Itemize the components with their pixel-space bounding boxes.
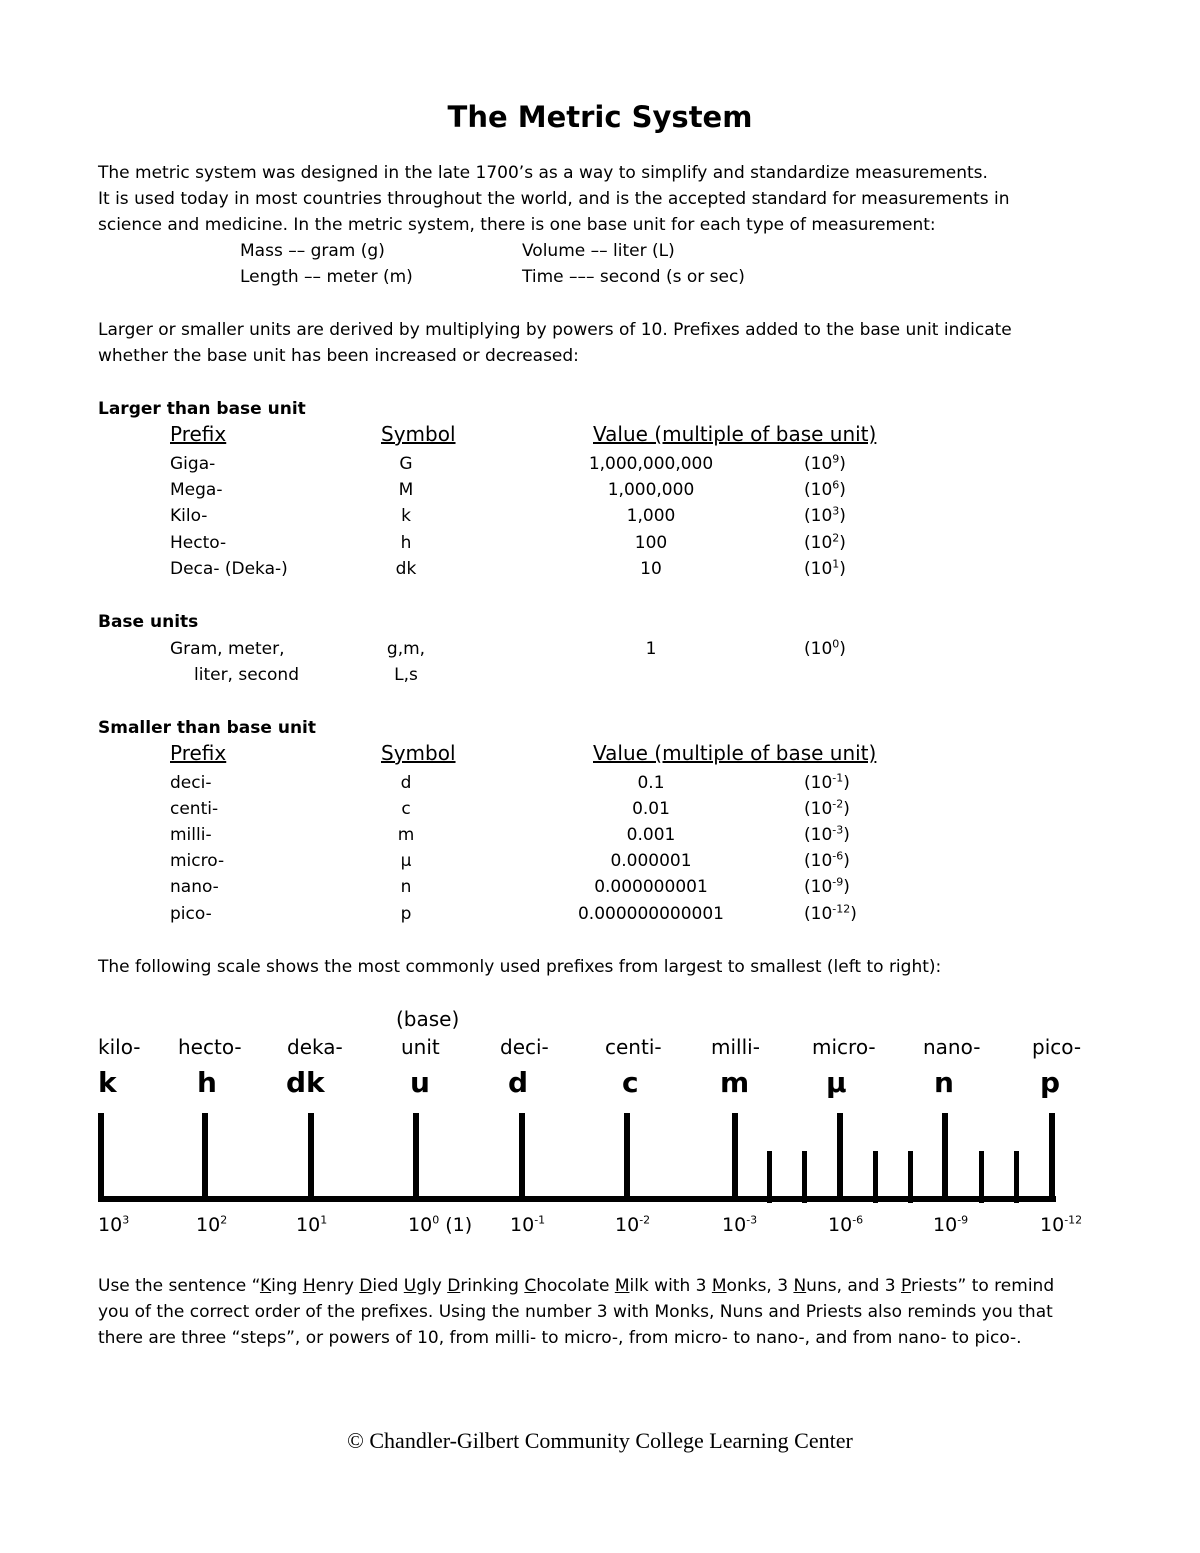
major-tick (837, 1113, 843, 1198)
prefix-cell: Giga- (170, 454, 216, 474)
major-tick (202, 1113, 208, 1198)
scale-intro: The following scale shows the most commonly used prefixes from largest to smallest (left to right): (98, 957, 942, 977)
mass-unit: Mass –– gram (g) (240, 241, 385, 261)
scale-symbol: dk (286, 1066, 325, 1099)
scale-power: $10^{-1}$ (510, 1213, 546, 1236)
power-cell: $(10^{-1})$ (804, 771, 850, 793)
power-cell: $(10^{-12})$ (804, 902, 857, 924)
prefix-cell: deci- (170, 773, 212, 793)
value-cell: 1,000 (626, 506, 676, 526)
base-value: 1 (645, 639, 657, 659)
major-tick (942, 1113, 948, 1198)
prefix-cell: milli- (170, 825, 212, 845)
power-cell: $(10^{-9})$ (804, 875, 850, 897)
mnemonic-line-3: there are three “steps”, or powers of 10, from milli- to micro-, from micro- to nano-, and from nano- to pico-. (98, 1328, 1022, 1348)
base-heading: Base units (98, 612, 199, 632)
power-cell: $(10^{-3})$ (804, 823, 850, 845)
symbol-cell: k (401, 506, 411, 526)
major-tick (413, 1113, 419, 1198)
length-unit: Length –– meter (m) (240, 267, 413, 287)
scale-symbol: p (1040, 1066, 1061, 1099)
prefix-cell: nano- (170, 877, 219, 897)
scale-power: $10^0$ (1) (408, 1213, 473, 1236)
volume-unit: Volume –– liter (L) (522, 241, 675, 261)
scale-power: $10^{-9}$ (933, 1213, 969, 1236)
scale-label: micro- (812, 1035, 876, 1059)
scale-symbol: d (508, 1066, 529, 1099)
scale-symbol: k (98, 1066, 117, 1099)
value-cell: 0.01 (632, 799, 670, 819)
prefix-cell: centi- (170, 799, 219, 819)
scale-symbol: n (934, 1066, 954, 1099)
minor-tick (979, 1151, 984, 1203)
base-prefix-line-2: liter, second (194, 665, 299, 685)
value-cell: 0.000000001 (594, 877, 708, 897)
symbol-cell: M (398, 480, 414, 500)
power-cell: $(10^1)$ (804, 557, 846, 579)
scale-power: $10^1$ (296, 1213, 328, 1236)
scale-label: deka- (287, 1035, 343, 1059)
major-tick (732, 1113, 738, 1198)
scale-symbol: c (622, 1066, 639, 1099)
power-cell: $(10^6)$ (804, 478, 846, 500)
prefix-cell: Mega- (170, 480, 223, 500)
value-header: Value (multiple of base unit) (593, 422, 877, 446)
value-cell: 1,000,000,000 (588, 454, 714, 474)
minor-tick (873, 1151, 878, 1203)
scale-label: hecto- (178, 1035, 242, 1059)
footer-credit: © Chandler-Gilbert Community College Learning Center (347, 1428, 853, 1453)
prefix-cell: Hecto- (170, 533, 227, 553)
scale-power: $10^2$ (196, 1213, 228, 1236)
derived-line-2: whether the base unit has been increased or decreased: (98, 346, 579, 366)
base-note: (base) (396, 1007, 460, 1031)
scale-power: $10^{-2}$ (615, 1213, 651, 1236)
scale-power: $10^{-12}$ (1040, 1213, 1083, 1236)
minor-tick (802, 1151, 807, 1203)
larger-heading: Larger than base unit (98, 399, 306, 419)
value-cell: 0.1 (637, 773, 665, 793)
scale-label: centi- (605, 1035, 662, 1059)
base-symbol-line-1: g,m, (386, 639, 426, 659)
major-tick (308, 1113, 314, 1198)
intro-line-1: The metric system was designed in the late 1700’s as a way to simplify and standardize measurements. (98, 163, 988, 183)
major-tick (98, 1113, 104, 1198)
power-cell: $(10^2)$ (804, 531, 846, 553)
symbol-cell: µ (400, 851, 412, 871)
scale-symbol: h (197, 1066, 217, 1099)
base-prefix-line-1: Gram, meter, (170, 639, 285, 659)
symbol-cell: h (400, 533, 412, 553)
scale-power: $10^{-3}$ (722, 1213, 758, 1236)
symbol-cell: dk (395, 559, 417, 579)
scale-symbol: µ (826, 1066, 847, 1099)
minor-tick (908, 1151, 913, 1203)
value-cell: 100 (634, 533, 668, 553)
scale-label: pico- (1032, 1035, 1082, 1059)
scale-power: $10^{-6}$ (828, 1213, 864, 1236)
scale-label: milli- (711, 1035, 760, 1059)
intro-line-3: science and medicine. In the metric system, there is one base unit for each type of measurement: (98, 215, 936, 235)
symbol-cell: G (399, 454, 413, 474)
minor-tick (1014, 1151, 1019, 1203)
symbol-cell: n (400, 877, 412, 897)
scale-label: unit (401, 1035, 440, 1059)
scale-symbol: m (720, 1066, 750, 1099)
value-cell: 1,000,000 (607, 480, 695, 500)
value-cell: 0.000001 (610, 851, 692, 871)
major-tick (1049, 1113, 1055, 1198)
value-cell: 0.000000000001 (577, 904, 724, 924)
intro-line-2: It is used today in most countries throughout the world, and is the accepted standard for measurements in (98, 189, 1010, 209)
scale-symbol: u (410, 1066, 430, 1099)
power-cell: $(10^3)$ (804, 504, 846, 526)
symbol-cell: m (397, 825, 415, 845)
value-header: Value (multiple of base unit) (593, 741, 877, 765)
power-cell: $(10^{-2})$ (804, 797, 850, 819)
symbol-header: Symbol (381, 741, 456, 765)
value-cell: 0.001 (626, 825, 676, 845)
symbol-header: Symbol (381, 422, 456, 446)
prefix-header: Prefix (170, 741, 227, 765)
mnemonic-line-1: Use the sentence “King Henry Died Ugly Drinking Chocolate Milk with 3 Monks, 3 Nuns, and 3 Priests” to remind (98, 1276, 1055, 1296)
prefix-cell: pico- (170, 904, 212, 924)
mnemonic-line-2: you of the correct order of the prefixes. Using the number 3 with Monks, Nuns and Priests also reminds you that (98, 1302, 1053, 1322)
prefix-cell: Kilo- (170, 506, 208, 526)
power-cell: $(10^{-6})$ (804, 849, 850, 871)
symbol-cell: c (401, 799, 411, 819)
base-power: $(10^0)$ (804, 637, 846, 659)
major-tick (519, 1113, 525, 1198)
power-cell: $(10^9)$ (804, 452, 846, 474)
scale-label: deci- (500, 1035, 549, 1059)
prefix-cell: Deca- (Deka-) (170, 559, 288, 579)
symbol-cell: p (400, 904, 412, 924)
minor-tick (767, 1151, 772, 1203)
prefix-cell: micro- (170, 851, 225, 871)
symbol-cell: d (400, 773, 412, 793)
scale-power: $10^3$ (98, 1213, 130, 1236)
smaller-heading: Smaller than base unit (98, 718, 317, 738)
value-cell: 10 (640, 559, 662, 579)
page-title: The Metric System (447, 100, 753, 134)
base-symbol-line-2: L,s (394, 665, 418, 685)
major-tick (624, 1113, 630, 1198)
derived-line-1: Larger or smaller units are derived by multiplying by powers of 10. Prefixes added to the base unit indicate (98, 320, 1012, 340)
time-unit: Time ––– second (s or sec) (522, 267, 745, 287)
scale-label: nano- (923, 1035, 981, 1059)
prefix-header: Prefix (170, 422, 227, 446)
scale-label: kilo- (98, 1035, 141, 1059)
